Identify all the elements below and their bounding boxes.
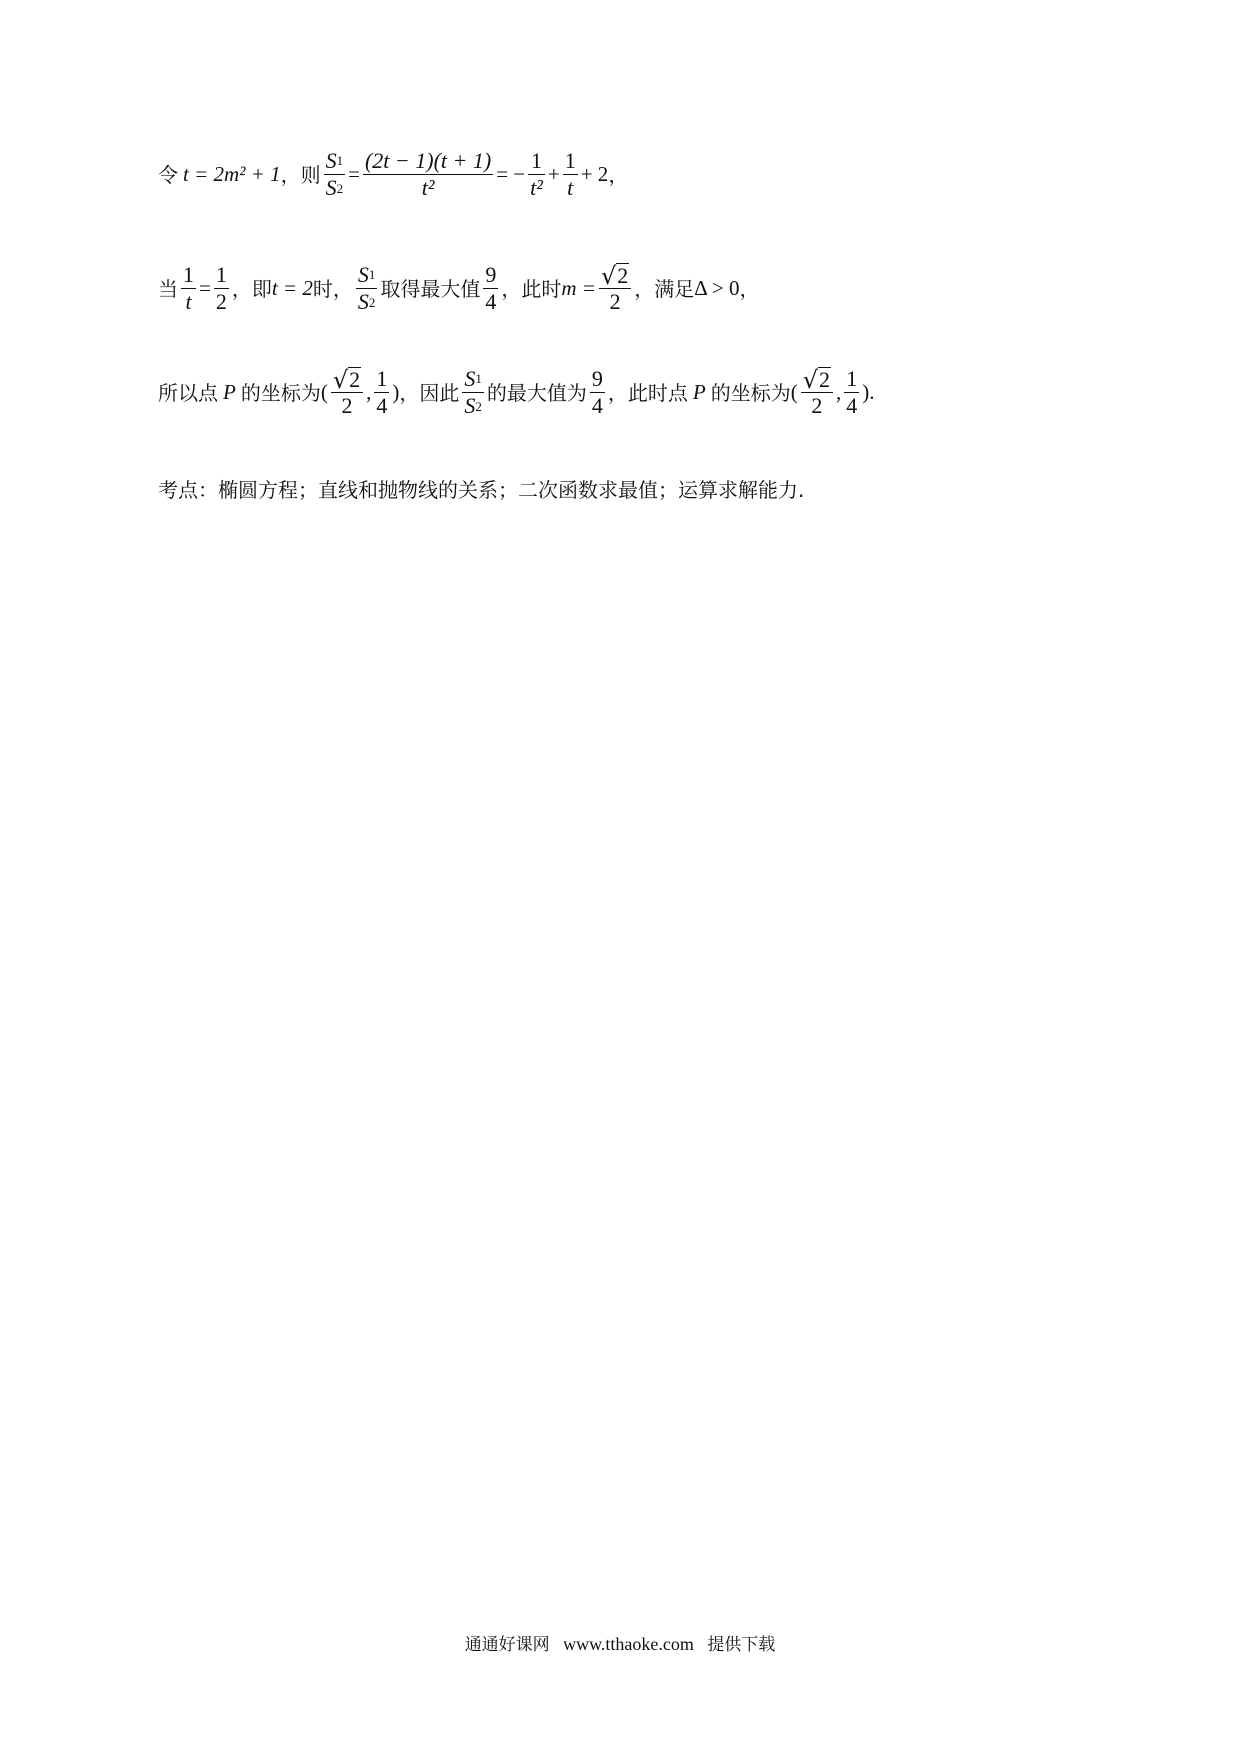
equals-sign: = <box>199 276 211 301</box>
text-suoyi-dian: 所以点 <box>158 380 218 405</box>
right-paren: ) <box>392 380 400 405</box>
y-denominator: 4 <box>376 393 388 419</box>
text-ling: 令 <box>158 162 178 187</box>
equals-minus: = − <box>496 162 526 187</box>
max-numerator: 9 <box>485 262 497 287</box>
ratio-s1-s2: S 1 S 2 <box>464 366 482 419</box>
x-denominator: 2 <box>811 392 823 418</box>
max-numerator: 9 <box>591 366 603 391</box>
solution-line-2 <box>158 262 759 316</box>
max-denominator: 4 <box>485 289 497 315</box>
solution-line-1: 令 t = 2m² + 1 ，则 S 1 S 2 = $\frac{(2t - 1)(t + 1)}{\text{t²}}$ = − $\frac{1}{\text{t²}}$ + $\frac{1}{t}$ + 2 ， <box>158 148 629 201</box>
comma: ， <box>739 276 760 301</box>
text-ci-shi-dian: ，此时点 <box>607 380 688 405</box>
condition-t-equals-2: t = 2 <box>271 276 313 301</box>
a-numerator: 1 <box>183 262 194 287</box>
comma: ， <box>608 162 629 187</box>
fraction-one-half <box>214 262 229 316</box>
y-numerator: 1 <box>376 366 388 391</box>
fraction-one-over-t <box>563 148 578 202</box>
fraction-one-quarter <box>844 366 859 420</box>
text-satisfy: ，满足 <box>634 276 695 301</box>
plus-two: + 2 <box>580 162 609 187</box>
text-ze: ，则 <box>280 162 321 187</box>
s2-symbol: S <box>464 393 476 419</box>
solution-line-3 <box>158 366 875 420</box>
fraction-sqrt2-over-2: √ 2 2 <box>331 367 363 420</box>
point-p: P <box>692 380 706 405</box>
sqrt-radicand: 2 <box>349 366 361 392</box>
footer-url[interactable]: www.tthaoke.com <box>563 1634 694 1654</box>
footer-site-name: 通通好课网 <box>464 1635 550 1655</box>
f2-denominator: t <box>567 175 574 201</box>
equation-t-def: t = 2m² + 1 <box>183 162 281 187</box>
s1-symbol: S <box>357 262 369 287</box>
fraction-numerator: (2t − 1)(t + 1) <box>364 148 492 173</box>
x-denominator: 2 <box>341 392 353 418</box>
left-paren: ( <box>320 380 328 405</box>
delta-condition: Δ > 0 <box>694 276 740 301</box>
fraction-one-over-t <box>181 262 196 316</box>
point-p: P <box>223 380 236 405</box>
b-numerator: 1 <box>215 262 227 287</box>
fraction-sqrt2-over-2: √ 2 2 <box>599 263 631 316</box>
coord-comma: , <box>836 380 842 405</box>
b-denominator: 2 <box>215 289 227 315</box>
fraction-one-quarter <box>374 366 389 420</box>
footer-suffix: 提供下载 <box>707 1635 776 1655</box>
m-denominator: 2 <box>609 288 621 314</box>
text-ji: ，即 <box>231 276 272 301</box>
page-footer <box>0 1630 1240 1655</box>
left-paren: ( <box>790 380 798 405</box>
f1-numerator: 1 <box>531 148 543 173</box>
ratio-s1-s2: S 1 S 2 <box>325 148 344 201</box>
text-shi: 时， <box>312 276 353 301</box>
y-numerator: 1 <box>846 366 858 391</box>
text-coordinates-are: 的坐标为 <box>710 380 791 405</box>
coord-comma: , <box>366 380 372 405</box>
text-ci-shi: ，此时 <box>501 276 562 301</box>
ratio-s1-s2: S 1 S 2 <box>357 262 376 315</box>
f2-numerator: 1 <box>564 148 576 173</box>
fraction-nine-quarters <box>590 366 605 420</box>
s2-symbol: S <box>325 175 337 201</box>
y-denominator: 4 <box>846 393 858 419</box>
m-equals: m = <box>561 276 596 301</box>
fraction-sqrt2-over-2: √ 2 2 <box>801 367 833 420</box>
text-dang: 当 <box>158 276 178 301</box>
knowledge-points: 考点：椭圆方程；直线和抛物线的关系；二次函数求最值；运算求解能力. <box>158 478 805 502</box>
sqrt-radicand: 2 <box>819 366 830 392</box>
right-paren-period: ). <box>862 380 875 405</box>
fraction-one-over-t-squared <box>528 148 545 202</box>
text-coordinates-are: 的坐标为 <box>240 380 321 405</box>
s1-symbol: S <box>325 148 337 173</box>
a-denominator: t <box>185 289 192 315</box>
fraction-nine-quarters <box>483 262 498 316</box>
fraction-expression <box>363 148 493 202</box>
f1-denominator: t² <box>530 175 543 201</box>
text-max-value: 取得最大值 <box>380 276 481 301</box>
max-denominator: 4 <box>591 393 603 419</box>
sqrt-radicand: 2 <box>617 262 629 288</box>
plus-sign: + <box>547 162 560 187</box>
fraction-denominator: t² <box>421 175 435 201</box>
text-max-value-is: 的最大值为 <box>486 380 587 405</box>
text-yinci: ，因此 <box>399 380 460 405</box>
s1-symbol: S <box>464 366 476 391</box>
s2-symbol: S <box>357 289 369 315</box>
